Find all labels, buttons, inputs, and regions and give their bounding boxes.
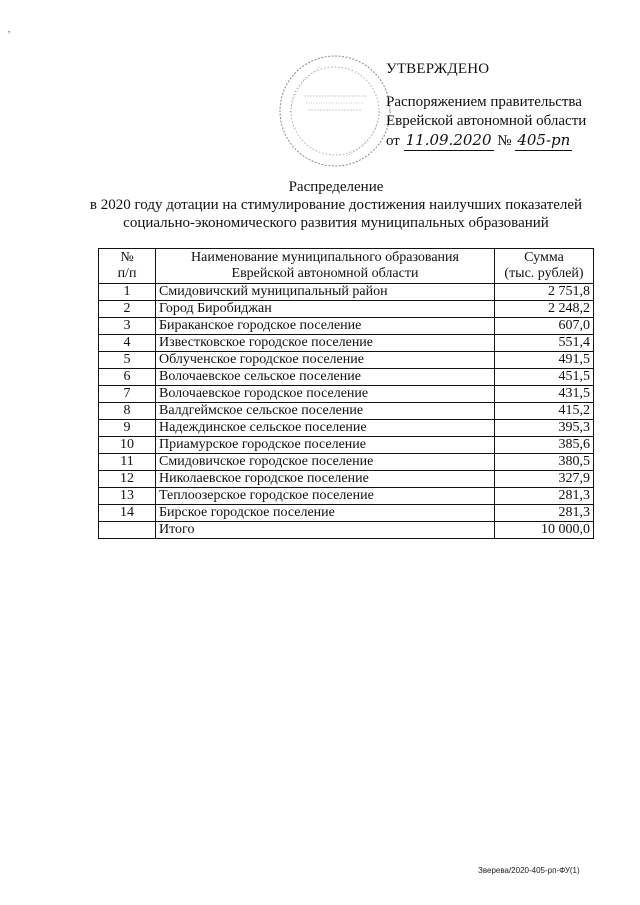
document-code: Зверева/2020-405-рп-ФУ(1) bbox=[478, 866, 580, 875]
row-num-cell: 12 bbox=[99, 471, 156, 488]
row-name-cell: Волочаевское городское поселение bbox=[156, 386, 495, 403]
table-row bbox=[99, 403, 594, 420]
row-sum-cell: 607,0 bbox=[495, 318, 594, 335]
row-name-cell: Известковское городское поселение bbox=[156, 335, 495, 352]
table-total-row bbox=[99, 522, 594, 539]
table-row bbox=[99, 505, 594, 522]
header-sum-line-2: (тыс. рублей) bbox=[504, 266, 584, 281]
row-sum-cell: 281,3 bbox=[495, 488, 594, 505]
row-num-cell: 11 bbox=[99, 454, 156, 471]
row-sum-cell: 431,5 bbox=[495, 386, 594, 403]
row-num-cell: 9 bbox=[99, 420, 156, 437]
table-row bbox=[99, 437, 594, 454]
row-num-cell: 8 bbox=[99, 403, 156, 420]
row-sum-cell: 491,5 bbox=[495, 352, 594, 369]
table-row bbox=[99, 352, 594, 369]
row-num-cell: 13 bbox=[99, 488, 156, 505]
official-seal-stamp bbox=[276, 52, 394, 170]
row-num-cell: 5 bbox=[99, 352, 156, 369]
header-sum-line-1: Сумма bbox=[524, 250, 564, 265]
header-num bbox=[99, 249, 156, 284]
row-name-cell: Теплоозерское городское поселение bbox=[156, 488, 495, 505]
title-line-2: в 2020 году дотации на стимулирование достижения наилучших показателей bbox=[89, 197, 583, 213]
row-name-cell: Валдгеймское сельское поселение bbox=[156, 403, 495, 420]
row-sum-cell: 380,5 bbox=[495, 454, 594, 471]
row-num-cell: 4 bbox=[99, 335, 156, 352]
table-row bbox=[99, 369, 594, 386]
title-line-1: Распределение bbox=[288, 179, 384, 195]
row-num-cell: 7 bbox=[99, 386, 156, 403]
table-row bbox=[99, 284, 594, 301]
table-row bbox=[99, 335, 594, 352]
row-num-cell: 6 bbox=[99, 369, 156, 386]
table-row bbox=[99, 386, 594, 403]
table-row bbox=[99, 301, 594, 318]
date-prefix: от bbox=[386, 133, 400, 149]
row-name-cell: Облученское городское поселение bbox=[156, 352, 495, 369]
number-prefix: № bbox=[497, 133, 512, 149]
table-row bbox=[99, 318, 594, 335]
row-sum-cell: 2 248,2 bbox=[495, 301, 594, 318]
row-name-cell: Город Биробиджан bbox=[156, 301, 495, 318]
row-sum-cell: 2 751,8 bbox=[495, 284, 594, 301]
header-sum bbox=[495, 249, 594, 284]
header-num-line-2: п/п bbox=[117, 266, 137, 281]
total-label-cell: Итого bbox=[156, 522, 495, 539]
row-sum-cell: 385,6 bbox=[495, 437, 594, 454]
order-number: 405-рп bbox=[517, 131, 571, 149]
row-name-cell: Бирское городское поселение bbox=[156, 505, 495, 522]
order-line-1: Распоряжением правительства bbox=[386, 94, 582, 110]
table-row bbox=[99, 420, 594, 437]
row-num-cell: 10 bbox=[99, 437, 156, 454]
row-num-cell: 1 bbox=[99, 284, 156, 301]
row-name-cell: Волочаевское сельское поселение bbox=[156, 369, 495, 386]
header-name-line-1: Наименование муниципального образования bbox=[191, 250, 459, 265]
approved-heading: УТВЕРЖДЕНО bbox=[386, 61, 490, 77]
total-sum-cell: 10 000,0 bbox=[495, 522, 594, 539]
row-num-cell: 3 bbox=[99, 318, 156, 335]
title-line-3: социально-экономического развития муниципальных образований bbox=[123, 215, 549, 231]
header-name bbox=[156, 249, 495, 284]
row-sum-cell: 451,5 bbox=[495, 369, 594, 386]
row-sum-cell: 415,2 bbox=[495, 403, 594, 420]
order-line-2: Еврейской автономной области bbox=[386, 113, 587, 129]
row-name-cell: Приамурское городское поселение bbox=[156, 437, 495, 454]
table-row bbox=[99, 454, 594, 471]
total-num-cell bbox=[99, 522, 156, 539]
header-name-line-2: Еврейской автономной области bbox=[231, 266, 419, 281]
row-sum-cell: 395,3 bbox=[495, 420, 594, 437]
order-date: 11.09.2020 bbox=[405, 131, 492, 149]
row-name-cell: Смидовичский муниципальный район bbox=[156, 284, 495, 301]
table-header-row bbox=[99, 249, 594, 284]
row-num-cell: 2 bbox=[99, 301, 156, 318]
row-sum-cell: 551,4 bbox=[495, 335, 594, 352]
table-row bbox=[99, 471, 594, 488]
document-title bbox=[78, 178, 594, 232]
corner-mark: , bbox=[8, 24, 11, 34]
row-name-cell: Николаевское городское поселение bbox=[156, 471, 495, 488]
row-num-cell: 14 bbox=[99, 505, 156, 522]
table-row bbox=[99, 488, 594, 505]
order-date-line bbox=[386, 131, 626, 151]
header-num-line-1: № bbox=[120, 250, 134, 265]
distribution-table bbox=[98, 248, 594, 539]
approval-block bbox=[386, 60, 626, 151]
row-sum-cell: 281,3 bbox=[495, 505, 594, 522]
row-name-cell: Надеждинское сельское поселение bbox=[156, 420, 495, 437]
row-name-cell: Смидовичское городское поселение bbox=[156, 454, 495, 471]
row-sum-cell: 327,9 bbox=[495, 471, 594, 488]
row-name-cell: Бираканское городское поселение bbox=[156, 318, 495, 335]
